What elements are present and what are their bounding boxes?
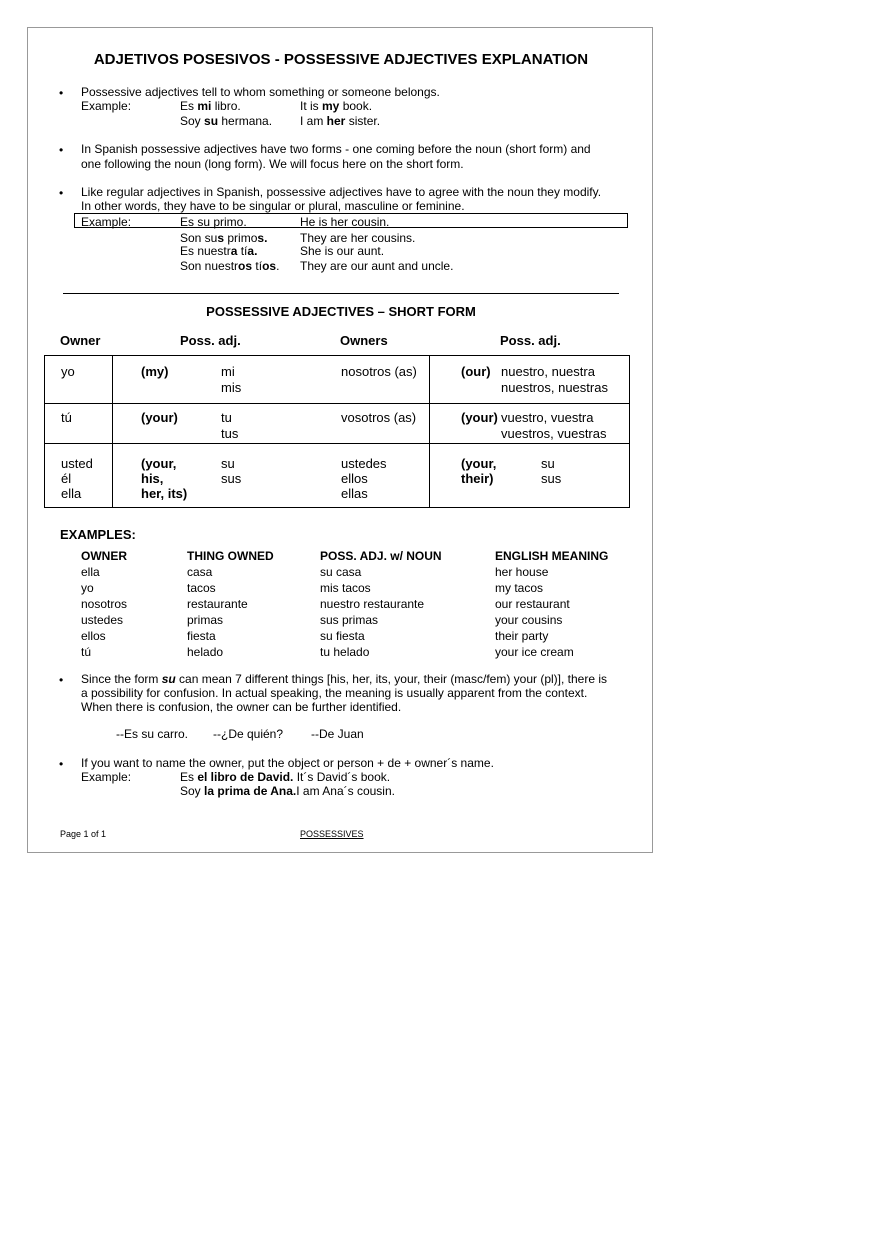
example-label: Example: (81, 99, 132, 113)
example-cell: ellos (81, 629, 106, 643)
example-label: Example: (81, 770, 132, 784)
example-spanish: Es su primo. (180, 215, 247, 229)
example-cell: her house (495, 565, 549, 579)
table-cell: tu (221, 410, 232, 425)
forms-text: one following the noun (long form). We will focus here on the short form. (81, 157, 464, 171)
footer-link[interactable]: POSSESSIVES (300, 829, 364, 839)
examples-header: THING OWNED (187, 549, 274, 563)
table-cell: (your, (461, 456, 497, 471)
bullet-icon: • (59, 143, 64, 157)
table-cell: yo (61, 364, 75, 379)
example-english: I am her sister. (300, 114, 381, 128)
table-cell: vuestros, vuestras (501, 426, 607, 441)
examples-header: POSS. ADJ. w/ NOUN (320, 549, 442, 563)
bullet-icon: • (59, 673, 64, 687)
example-spanish: Soy la prima de Ana.I am Ana´s cousin. (180, 784, 395, 798)
example-cell: mis tacos (320, 581, 371, 595)
table-cell: (my) (141, 364, 169, 379)
table-cell: their) (461, 471, 494, 486)
forms-text: In Spanish possessive adjectives have two forms - one coming before the noun (short form) and (81, 142, 591, 156)
example-cell: my tacos (495, 581, 544, 595)
table-cell: mi (221, 364, 235, 379)
table-cell: (our) (461, 364, 491, 379)
table-cell: tú (61, 410, 72, 425)
example-cell: casa (187, 565, 213, 579)
dialog-line: --Es su carro. (116, 727, 189, 741)
table-cell: su (221, 456, 235, 471)
table-cell: his, (141, 471, 164, 486)
owner-text: If you want to name the owner, put the object or person + de + owner´s name. (81, 756, 494, 770)
example-spanish: Son nuestros tíos. (180, 259, 280, 273)
column-header: Poss. adj. (500, 333, 561, 348)
example-cell: yo (81, 581, 94, 595)
table-cell: nosotros (as) (341, 364, 417, 379)
table-cell: ustedes (341, 456, 387, 471)
example-cell: your cousins (495, 613, 563, 627)
bullet-icon: • (59, 757, 64, 771)
examples-heading: EXAMPLES: (60, 527, 136, 542)
column-header: Poss. adj. (180, 333, 241, 348)
example-cell: ustedes (81, 613, 124, 627)
example-cell: nosotros (81, 597, 128, 611)
example-cell: ella (81, 565, 100, 579)
example-cell: their party (495, 629, 549, 643)
page-number: Page 1 of 1 (60, 829, 107, 839)
agree-text: In other words, they have to be singular or plural, masculine or feminine. (81, 199, 465, 213)
example-cell: fiesta (187, 629, 216, 643)
section-divider (63, 293, 619, 294)
example-label: Example: (81, 215, 132, 229)
table-cell: sus (221, 471, 242, 486)
example-english: It is my book. (300, 99, 373, 113)
intro-text: Possessive adjectives tell to whom something or someone belongs. (81, 85, 440, 99)
table-cell: vosotros (as) (341, 410, 417, 425)
table-cell: ella (61, 486, 82, 501)
example-spanish: Es mi libro. (180, 99, 241, 113)
example-cell: su casa (320, 565, 362, 579)
example-cell: our restaurant (495, 597, 570, 611)
table-cell: su (541, 456, 555, 471)
table-cell: tus (221, 426, 239, 441)
examples-header: ENGLISH MEANING (495, 549, 609, 563)
example-cell: tacos (187, 581, 216, 595)
table-cell: sus (541, 471, 562, 486)
table-cell: ellos (341, 471, 368, 486)
table-divider (45, 403, 629, 404)
table-cell: ellas (341, 486, 368, 501)
table-cell: mis (221, 380, 242, 395)
table-divider (429, 356, 430, 507)
table-cell: nuestros, nuestras (501, 380, 608, 395)
example-english: They are her cousins. (300, 231, 416, 245)
confusion-text: a possibility for confusion. In actual speaking, the meaning is usually apparent from the context. (81, 686, 588, 700)
example-english: They are our aunt and uncle. (300, 259, 454, 273)
bullet-icon: • (59, 186, 64, 200)
column-header: Owners (340, 333, 388, 348)
example-cell: primas (187, 613, 224, 627)
example-cell: tú (81, 645, 92, 659)
example-spanish: Son sus primos. (180, 231, 268, 245)
example-spanish: Es nuestra tía. (180, 244, 258, 258)
possessive-table (44, 355, 630, 508)
example-spanish: Soy su hermana. (180, 114, 273, 128)
confusion-text: When there is confusion, the owner can be further identified. (81, 700, 402, 714)
dialog-line: --De Juan (311, 727, 364, 741)
table-cell: her, its) (141, 486, 188, 501)
example-spanish: Es el libro de David. It´s David´s book. (180, 770, 391, 784)
example-cell: your ice cream (495, 645, 574, 659)
example-english: He is her cousin. (300, 215, 390, 229)
agree-text: Like regular adjectives in Spanish, possessive adjectives have to agree with the noun they modify. (81, 185, 602, 199)
table-divider (112, 356, 113, 507)
table-divider (45, 443, 629, 444)
examples-header: OWNER (81, 549, 127, 563)
confusion-text: Since the form su can mean 7 different things [his, her, its, your, their (masc/fem) your (pl)], there is (81, 672, 608, 686)
example-cell: helado (187, 645, 224, 659)
example-cell: nuestro restaurante (320, 597, 425, 611)
table-cell: él (61, 471, 72, 486)
page-title: ADJETIVOS POSESIVOS - POSSESSIVE ADJECTIVES EXPLANATION (93, 51, 589, 68)
table-cell: (your, (141, 456, 177, 471)
bullet-icon: • (59, 86, 64, 100)
table-cell: (your) (141, 410, 178, 425)
example-cell: tu helado (320, 645, 370, 659)
section-heading: POSSESSIVE ADJECTIVES – SHORT FORM (206, 304, 476, 319)
example-cell: restaurante (187, 597, 248, 611)
table-cell: usted (61, 456, 93, 471)
column-header: Owner (60, 333, 101, 348)
document-page (27, 27, 653, 853)
table-cell: nuestro, nuestra (501, 364, 595, 379)
table-cell: vuestro, vuestra (501, 410, 594, 425)
example-cell: sus primas (320, 613, 379, 627)
table-cell: (your) (461, 410, 498, 425)
example-cell: su fiesta (320, 629, 365, 643)
dialog-line: --¿De quién? (213, 727, 284, 741)
example-english: She is our aunt. (300, 244, 385, 258)
